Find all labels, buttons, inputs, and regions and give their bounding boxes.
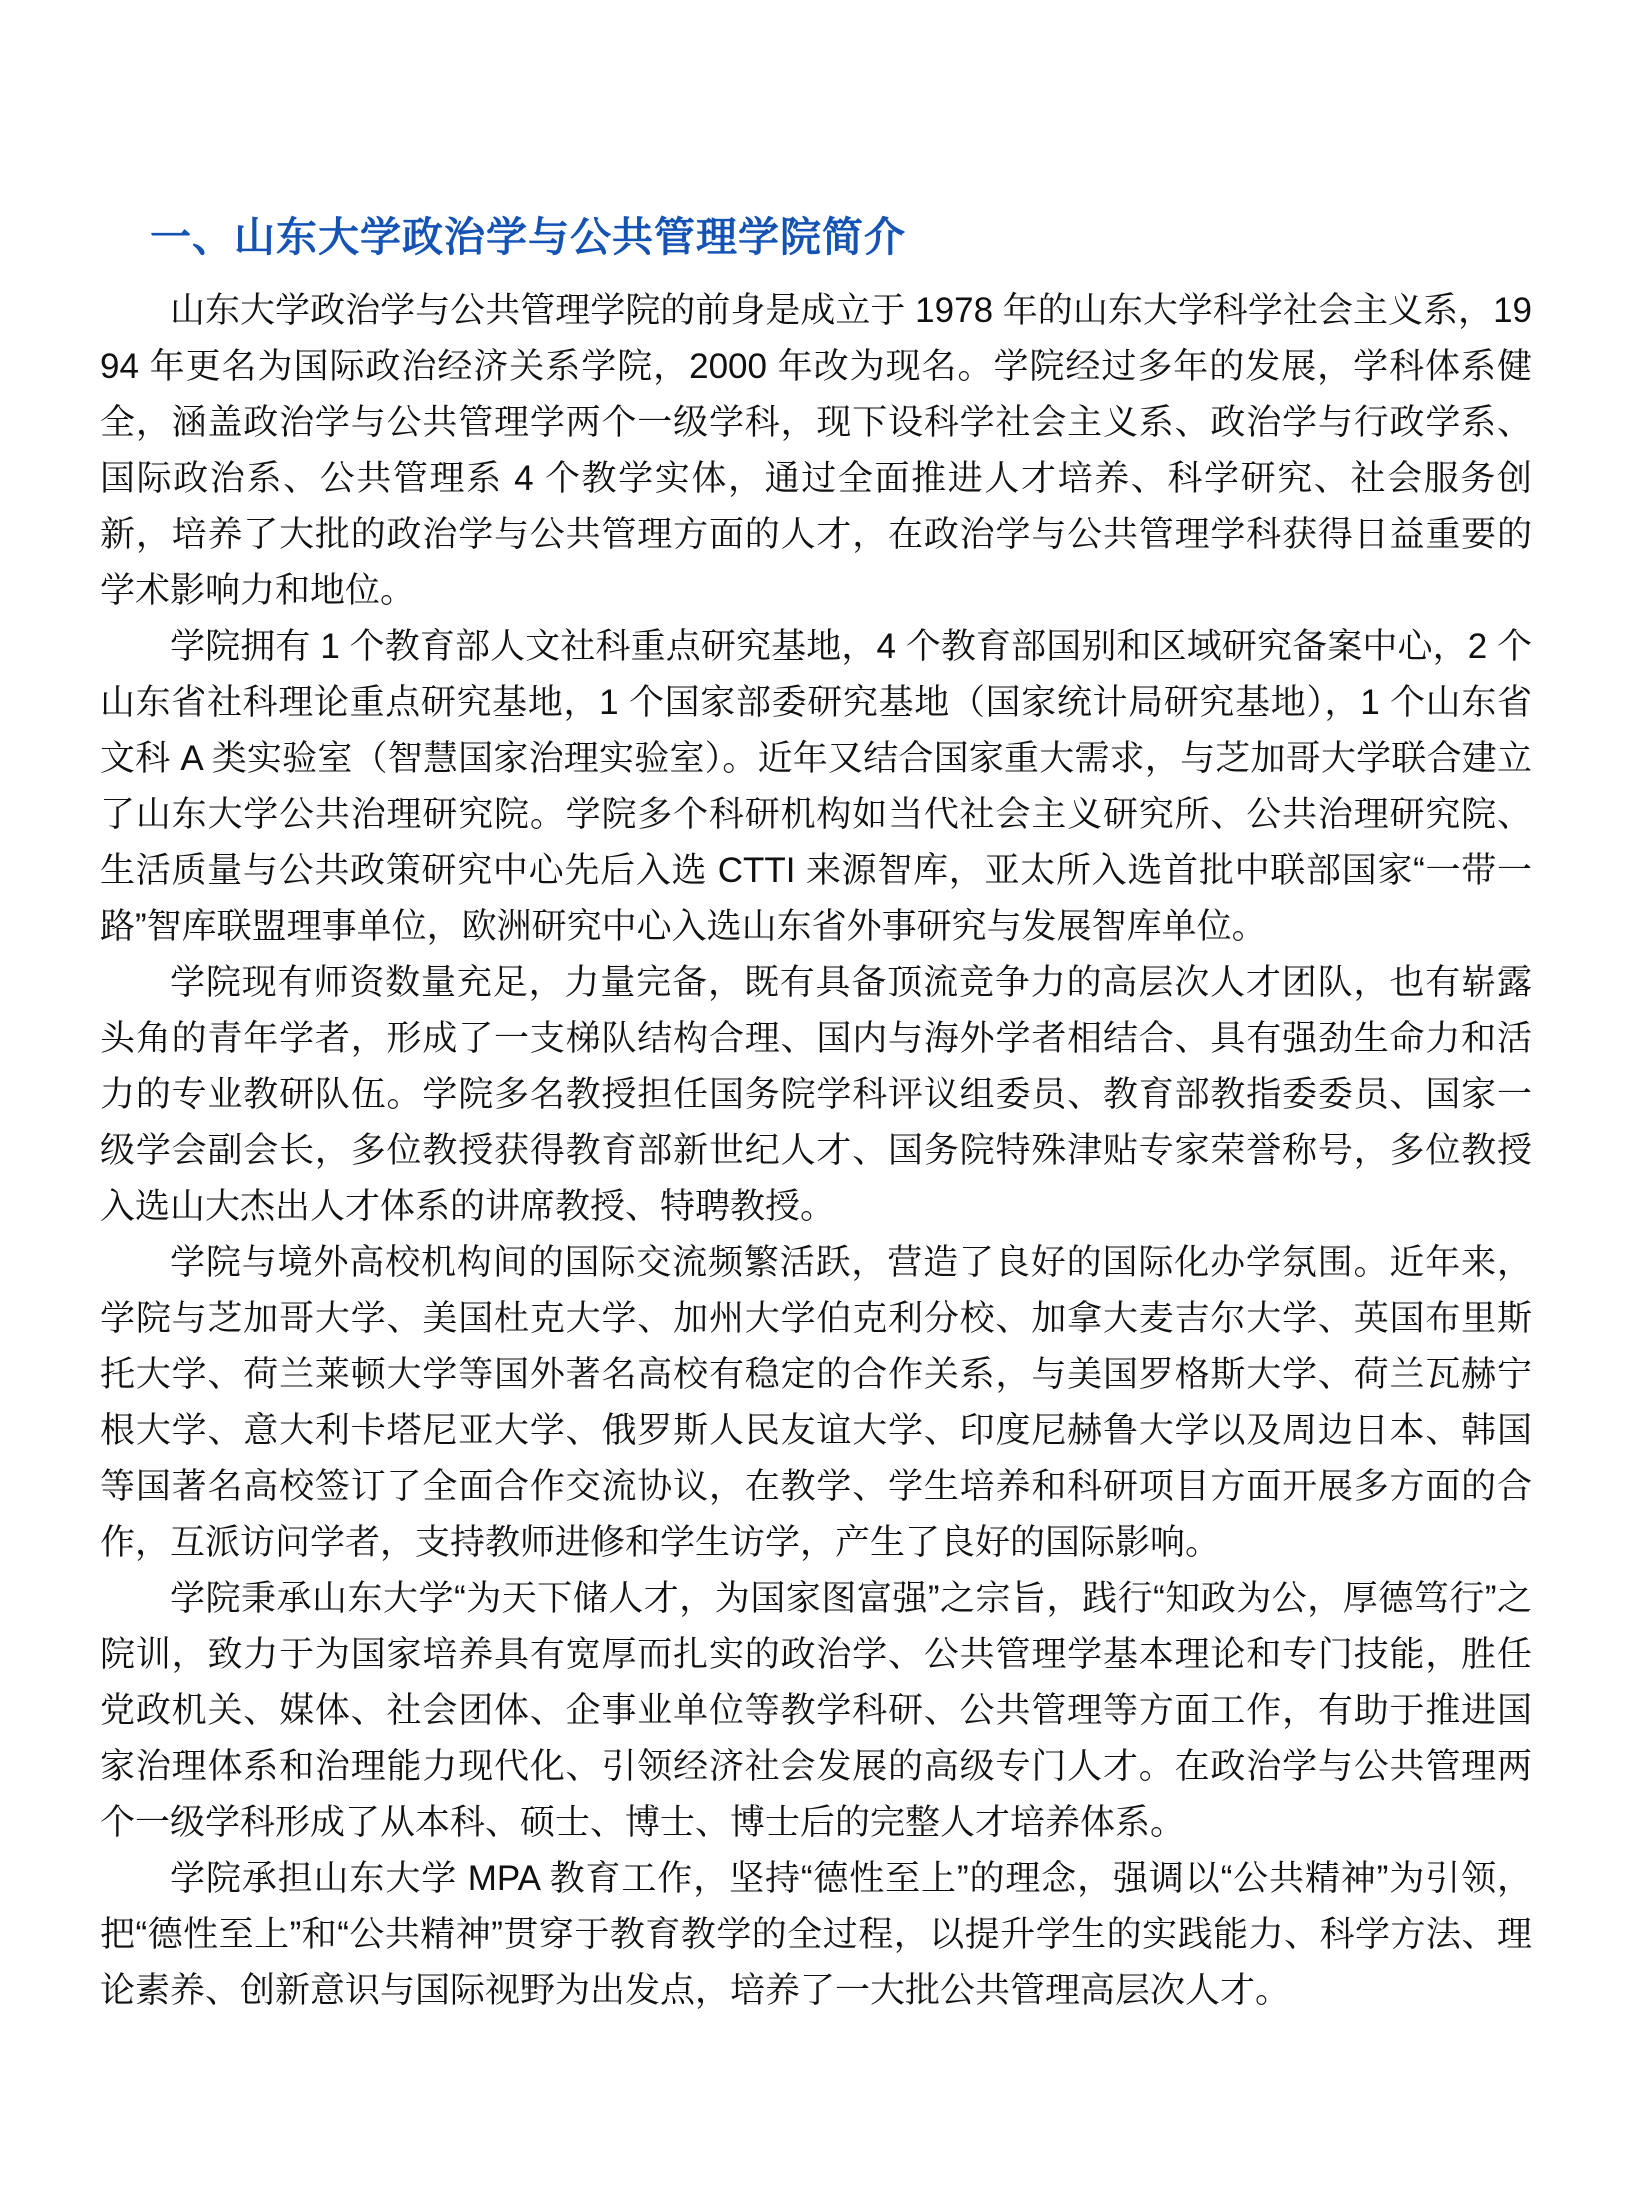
paragraph-mpa-education: 学院承担山东大学 MPA 教育工作，坚持“德性至上”的理念，强调以“公共精神”为引领，把“德性至上”和“公共精神”贯穿于教育教学的全过程，以提升学生的实践能力、科学方法、理论素养、创新意识与国际视野为出发点，培养了一大批公共管理高层次人才。 [100,1859,1532,2010]
document-content [0,213,1632,2019]
paragraph-faculty: 学院现有师资数量充足，力量完备，既有具备顶流竞争力的高层次人才团队，也有崭露头角的青年学者，形成了一支梯队结构合理、国内与海外学者相结合、具有强劲生命力和活力的专业教研队伍。学院多名教授担任国务院学科评议组委员、教育部教指委委员、国家一级学会副会长，多位教授获得教育部新世纪人才、国务院特殊津贴专家荣誉称号，多位教授入选山大杰出人才体系的讲席教授、特聘教授。 [100,963,1532,1226]
paragraph-international-exchange: 学院与境外高校机构间的国际交流频繁活跃，营造了良好的国际化办学氛围。近年来，学院与芝加哥大学、美国杜克大学、加州大学伯克利分校、加拿大麦吉尔大学、英国布里斯托大学、荷兰莱顿大学等国外著名高校有稳定的合作关系，与美国罗格斯大学、荷兰瓦赫宁根大学、意大利卡塔尼亚大学、俄罗斯人民友谊大学、印度尼赫鲁大学以及周边日本、韩国等国著名高校签订了全面合作交流协议，在教学、学生培养和科研项目方面开展多方面的合作，互派访问学者，支持教师进修和学生访学，产生了良好的国际影响。 [100,1243,1532,1562]
paragraph-research-bases: 学院拥有 1 个教育部人文社科重点研究基地，4 个教育部国别和区域研究备案中心，2 个山东省社科理论重点研究基地，1 个国家部委研究基地（国家统计局研究基地），1 个山东省文科 A 类实验室（智慧国家治理实验室）。近年又结合国家重大需求，与芝加哥大学联合建立了山东大学公共治理研究院。学院多个科研机构如当代社会主义研究所、公共治理研究院、生活质量与公共政策研究中心先后入选 CTTI 来源智库，亚太所入选首批中联部国家“一带一路”智库联盟理事单位，欧洲研究中心入选山东省外事研究与发展智库单位。 [100,627,1532,946]
paragraph-history: 山东大学政治学与公共管理学院的前身是成立于 1978 年的山东大学科学社会主义系，1994 年更名为国际政治经济关系学院，2000 年改为现名。学院经过多年的发展，学科体系健全，涵盖政治学与公共管理学两个一级学科，现下设科学社会主义系、政治学与行政学系、国际政治系、公共管理系 4 个教学实体，通过全面推进人才培养、科学研究、社会服务创新，培养了大批的政治学与公共管理方面的人才，在政治学与公共管理学科获得日益重要的学术影响力和地位。 [100,291,1532,610]
paragraph-mission: 学院秉承山东大学“为天下储人才，为国家图富强”之宗旨，践行“知政为公，厚德笃行”之院训，致力于为国家培养具有宽厚而扎实的政治学、公共管理学基本理论和专门技能，胜任党政机关、媒体、社会团体、企事业单位等教学科研、公共管理等方面工作，有助于推进国家治理体系和治理能力现代化、引领经济社会发展的高级专门人才。在政治学与公共管理两个一级学科形成了从本科、硕士、博士、博士后的完整人才培养体系。 [100,1579,1532,1842]
section-heading: 一、山东大学政治学与公共管理学院简介 [150,214,906,260]
